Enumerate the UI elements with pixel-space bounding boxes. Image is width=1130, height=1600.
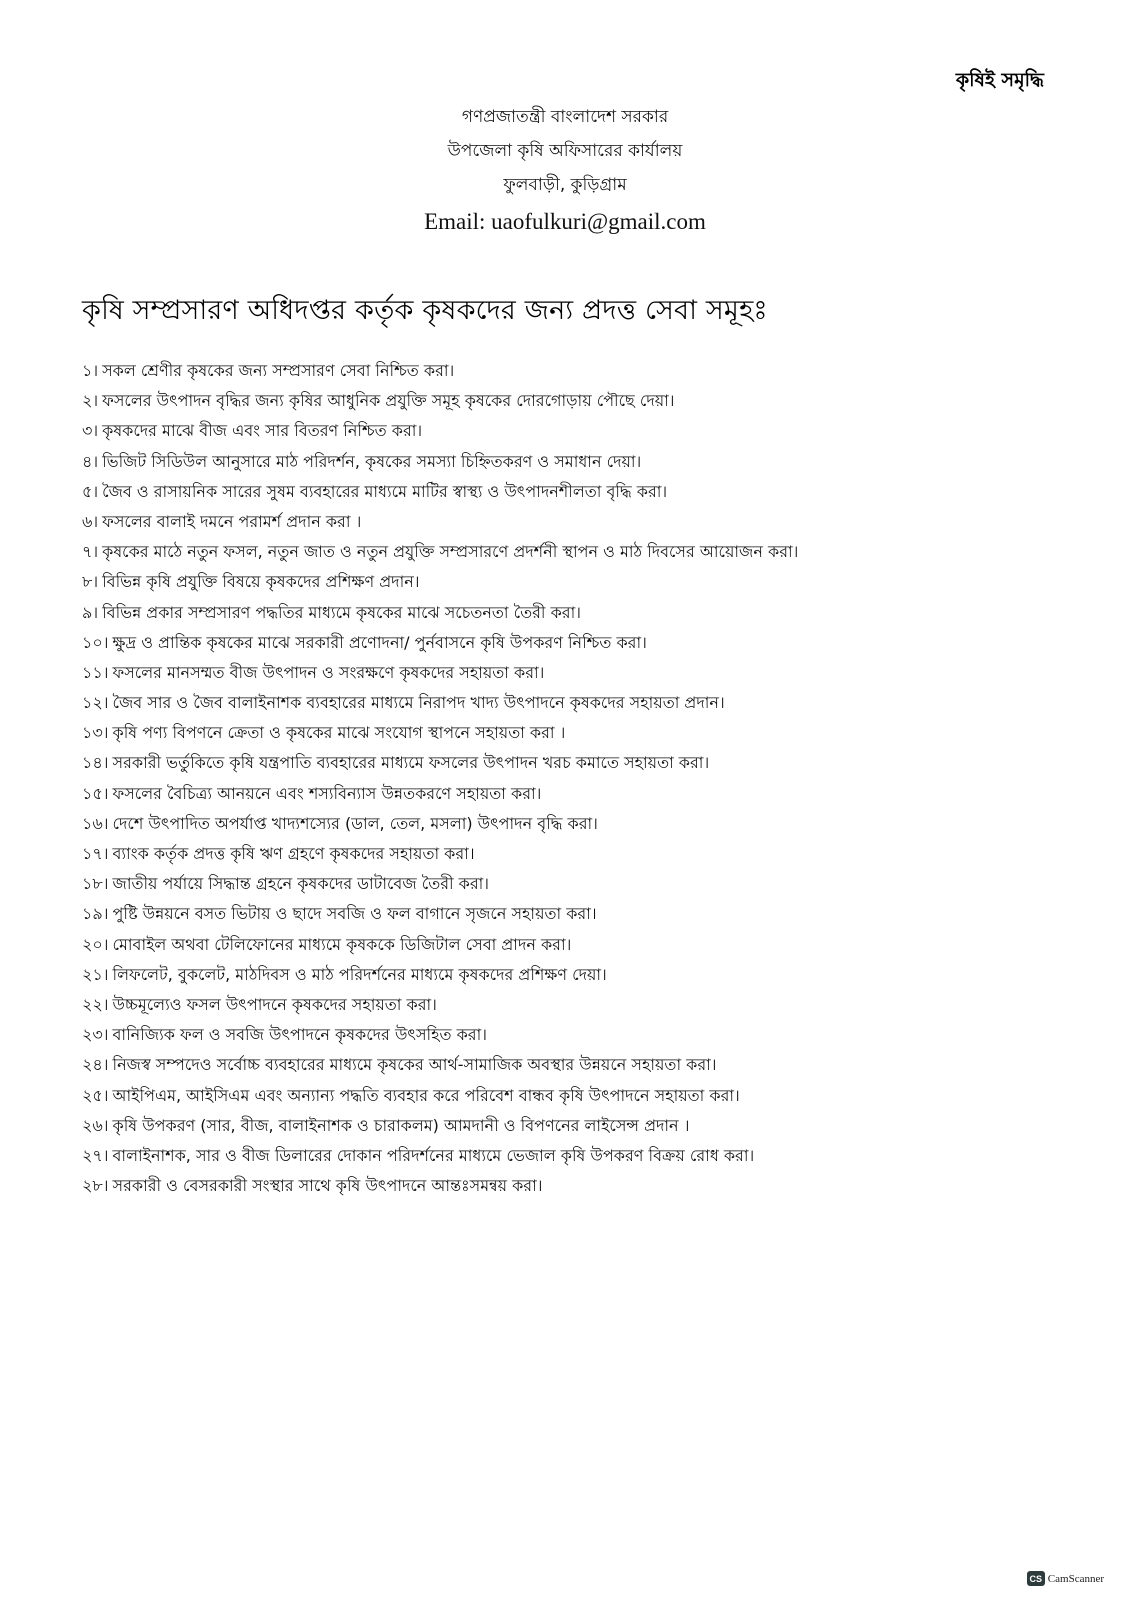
office-name: উপজেলা কৃষি অফিসারের কার্যালয়	[447, 141, 683, 161]
page-title: কৃষি সম্প্রসারণ অধিদপ্তর কর্তৃক কৃষকদের জন্য প্রদত্ত সেবা সমূহঃ	[82, 295, 768, 326]
service-number: ১৪।	[82, 753, 109, 773]
slogan: কৃষিই সমৃদ্ধি	[955, 69, 1044, 91]
service-number: ৪।	[82, 451, 99, 471]
service-item	[82, 839, 1072, 869]
service-item	[82, 930, 1072, 960]
service-text: ব্যাংক কর্তৃক প্রদত্ত কৃষি ঋণ গ্রহণে কৃষকদের সহায়তা করা।	[112, 844, 475, 863]
office-location: ফুলবাড়ী, কুড়িগ্রাম	[503, 175, 627, 195]
service-item	[82, 567, 1072, 597]
service-item	[82, 1111, 1072, 1141]
service-text: ফসলের বালাই দমনে পরামর্শ প্রদান করা ।	[102, 511, 362, 531]
service-text: ফসলের মানসম্মত বীজ উৎপাদন ও সংরক্ষণে কৃষকদের সহায়তা করা।	[112, 662, 545, 682]
service-item	[82, 779, 1072, 809]
service-item	[82, 1020, 1072, 1050]
service-text: বিভিন্ন প্রকার সম্প্রসারণ পদ্ধতির মাধ্যমে কৃষকের মাঝে সচেতনতা তৈরী করা।	[102, 602, 581, 622]
service-item	[82, 598, 1072, 628]
service-number: ৯।	[82, 602, 99, 622]
camscanner-logo-icon: CS	[1027, 1571, 1045, 1586]
service-text: ফসলের বৈচিত্র্য আনয়নে এবং শস্যবিন্যাস উন্নতকরণে সহায়তা করা।	[112, 783, 542, 803]
service-text: আইপিএম, আইসিএম এবং অন্যান্য পদ্ধতি ব্যবহার করে পরিবেশ বান্ধব কৃষি উৎপাদনে সহায়তা করা।	[112, 1085, 740, 1105]
service-number: ২০।	[82, 934, 109, 954]
service-number: ১৬।	[82, 813, 109, 833]
service-text: বালাইনাশক, সার ও বীজ ডিলারের দোকান পরিদর্শনের মাধ্যমে ভেজাল কৃষি উপকরণ বিক্রয় রোধ করা।	[112, 1145, 755, 1165]
service-number: ৬।	[82, 511, 99, 531]
service-text: জাতীয় পর্যায়ে সিদ্ধান্ত গ্রহনে কৃষকদের ডাটাবেজ তৈরী করা।	[112, 874, 490, 894]
service-number: ২২।	[82, 994, 109, 1014]
service-number: ১।	[82, 361, 99, 380]
service-text: বানিজ্যিক ফল ও সবজি উৎপাদনে কৃষকদের উৎসহিত করা।	[112, 1025, 487, 1045]
service-item	[82, 899, 1072, 929]
office-email: Email: uaofulkuri@gmail.com	[424, 209, 706, 234]
service-item	[82, 809, 1072, 839]
service-item	[82, 1081, 1072, 1111]
service-number: ১৫।	[82, 783, 109, 803]
service-text: ভিজিট সিডিউল আনুসারে মাঠ পরিদর্শন, কৃষকের সমস্যা চিহ্নিতকরণ ও সমাধান দেয়া।	[102, 451, 642, 471]
service-text: সরকারী ও বেসরকারী সংস্থার সাথে কৃষি উৎপাদনে আন্তঃসমন্বয় করা।	[112, 1176, 543, 1196]
service-item	[82, 416, 1072, 446]
service-text: ফসলের উৎপাদন বৃদ্ধির জন্য কৃষির আধুনিক প্রযুক্তি সমূহ কৃষকের দোরগোড়ায় পৌছে দেয়া।	[102, 391, 675, 411]
service-text: মোবাইল অথবা টেলিফোনের মাধ্যমে কৃষককে ডিজিটাল সেবা প্রাদন করা।	[112, 934, 572, 954]
service-number: ২।	[82, 391, 99, 411]
service-text: উচ্চমূল্যেও ফসল উৎপাদনে কৃষকদের সহায়তা করা।	[112, 994, 437, 1014]
service-item	[82, 356, 1072, 386]
service-item	[82, 1171, 1072, 1201]
service-text: কৃষকের মাঠে নতুন ফসল, নতুন জাত ও নতুন প্রযুক্তি সম্প্রসারণে প্রদর্শনী স্থাপন ও মাঠ দিবসের আয়োজন করা।	[102, 542, 799, 562]
service-number: ২৭।	[82, 1145, 109, 1165]
service-number: ১৮।	[82, 874, 109, 894]
service-number: ২৮।	[82, 1176, 109, 1196]
service-number: ২৬।	[82, 1115, 109, 1135]
service-text: সরকারী ভর্তুকিতে কৃষি যন্ত্রপাতি ব্যবহারের মাধ্যমে ফসলের উৎপাদন খরচ কমাতে সহায়তা করা।	[112, 753, 710, 773]
service-item	[82, 688, 1072, 718]
service-text: বিভিন্ন কৃষি প্রযুক্তি বিষয়ে কৃষকদের প্রশিক্ষণ প্রদান।	[102, 572, 420, 592]
service-number: ৮।	[82, 572, 99, 592]
service-item	[82, 537, 1072, 567]
service-text: কৃষি উপকরণ (সার, বীজ, বালাইনাশক ও চারাকলম) আমদানী ও বিপণনের লাইসেন্স প্রদান ।	[112, 1115, 690, 1135]
service-item	[82, 447, 1072, 477]
service-item	[82, 386, 1072, 416]
services-list	[82, 356, 1072, 1201]
service-number: ২৫।	[82, 1085, 109, 1105]
service-text: লিফলেট, বুকলেট, মাঠদিবস ও মাঠ পরিদর্শনের মাধ্যমে কৃষকদের প্রশিক্ষণ দেয়া।	[112, 964, 607, 984]
service-item	[82, 658, 1072, 688]
camscanner-watermark	[1027, 1571, 1104, 1586]
service-number: ২৪।	[82, 1055, 109, 1075]
service-number: ১৯।	[82, 904, 109, 924]
service-number: ১১।	[82, 662, 109, 682]
service-text: কৃষি পণ্য বিপণনে ক্রেতা ও কৃষকের মাঝে সংযোগ স্থাপনে সহায়তা করা ।	[112, 723, 566, 743]
service-item	[82, 718, 1072, 748]
service-number: ৩।	[82, 421, 99, 441]
service-text: সকল শ্রেণীর কৃষকের জন্য সম্প্রসারণ সেবা নিশ্চিত করা।	[102, 361, 455, 380]
service-item	[82, 748, 1072, 778]
service-number: ৭।	[82, 542, 99, 562]
service-text: দেশে উৎপাদিত অপর্যাপ্ত খাদ্যশস্যের (ডাল, তেল, মসলা) উৎপাদন বৃদ্ধি করা।	[112, 813, 598, 833]
service-item	[82, 990, 1072, 1020]
government-name: গণপ্রজাতন্ত্রী বাংলাদেশ সরকার	[461, 107, 669, 127]
service-item	[82, 869, 1072, 899]
service-text: পুষ্টি উন্নয়নে বসত ভিটায় ও ছাদে সবজি ও ফল বাগানে সৃজনে সহায়তা করা।	[112, 904, 597, 924]
service-text: জৈব সার ও জৈব বালাইনাশক ব্যবহারের মাধ্যমে নিরাপদ খাদ্য উৎপাদনে কৃষকদের সহায়তা প্রদান।	[112, 693, 725, 713]
service-item	[82, 507, 1072, 537]
service-number: ১০।	[82, 632, 109, 652]
office-header	[0, 100, 1130, 242]
service-number: ১৩।	[82, 723, 109, 743]
service-number: ১৭।	[82, 844, 109, 863]
service-number: ১২।	[82, 693, 109, 713]
service-item	[82, 960, 1072, 990]
service-text: জৈব ও রাসায়নিক সারের সুষম ব্যবহারের মাধ্যমে মাটির স্বাস্থ্য ও উৎপাদনশীলতা বৃদ্ধি করা।	[102, 481, 668, 501]
service-text: ক্ষুদ্র ও প্রান্তিক কৃষকের মাঝে সরকারী প্রণোদনা/ পুর্নবাসনে কৃষি উপকরণ নিশ্চিত করা।	[112, 632, 647, 652]
service-item	[82, 477, 1072, 507]
service-number: ৫।	[82, 481, 99, 501]
service-item	[82, 628, 1072, 658]
service-item	[82, 1050, 1072, 1080]
service-text: নিজস্ব সম্পদেও সর্বোচ্চ ব্যবহারের মাধ্যমে কৃষকের আর্থ-সামাজিক অবস্থার উন্নয়নে সহায়তা করা।	[112, 1055, 717, 1075]
camscanner-label: CamScanner	[1047, 1572, 1104, 1585]
service-text: কৃষকদের মাঝে বীজ এবং সার বিতরণ নিশ্চিত করা।	[102, 421, 423, 441]
service-item	[82, 1141, 1072, 1171]
service-number: ২৩।	[82, 1025, 109, 1045]
service-number: ২১।	[82, 964, 109, 984]
